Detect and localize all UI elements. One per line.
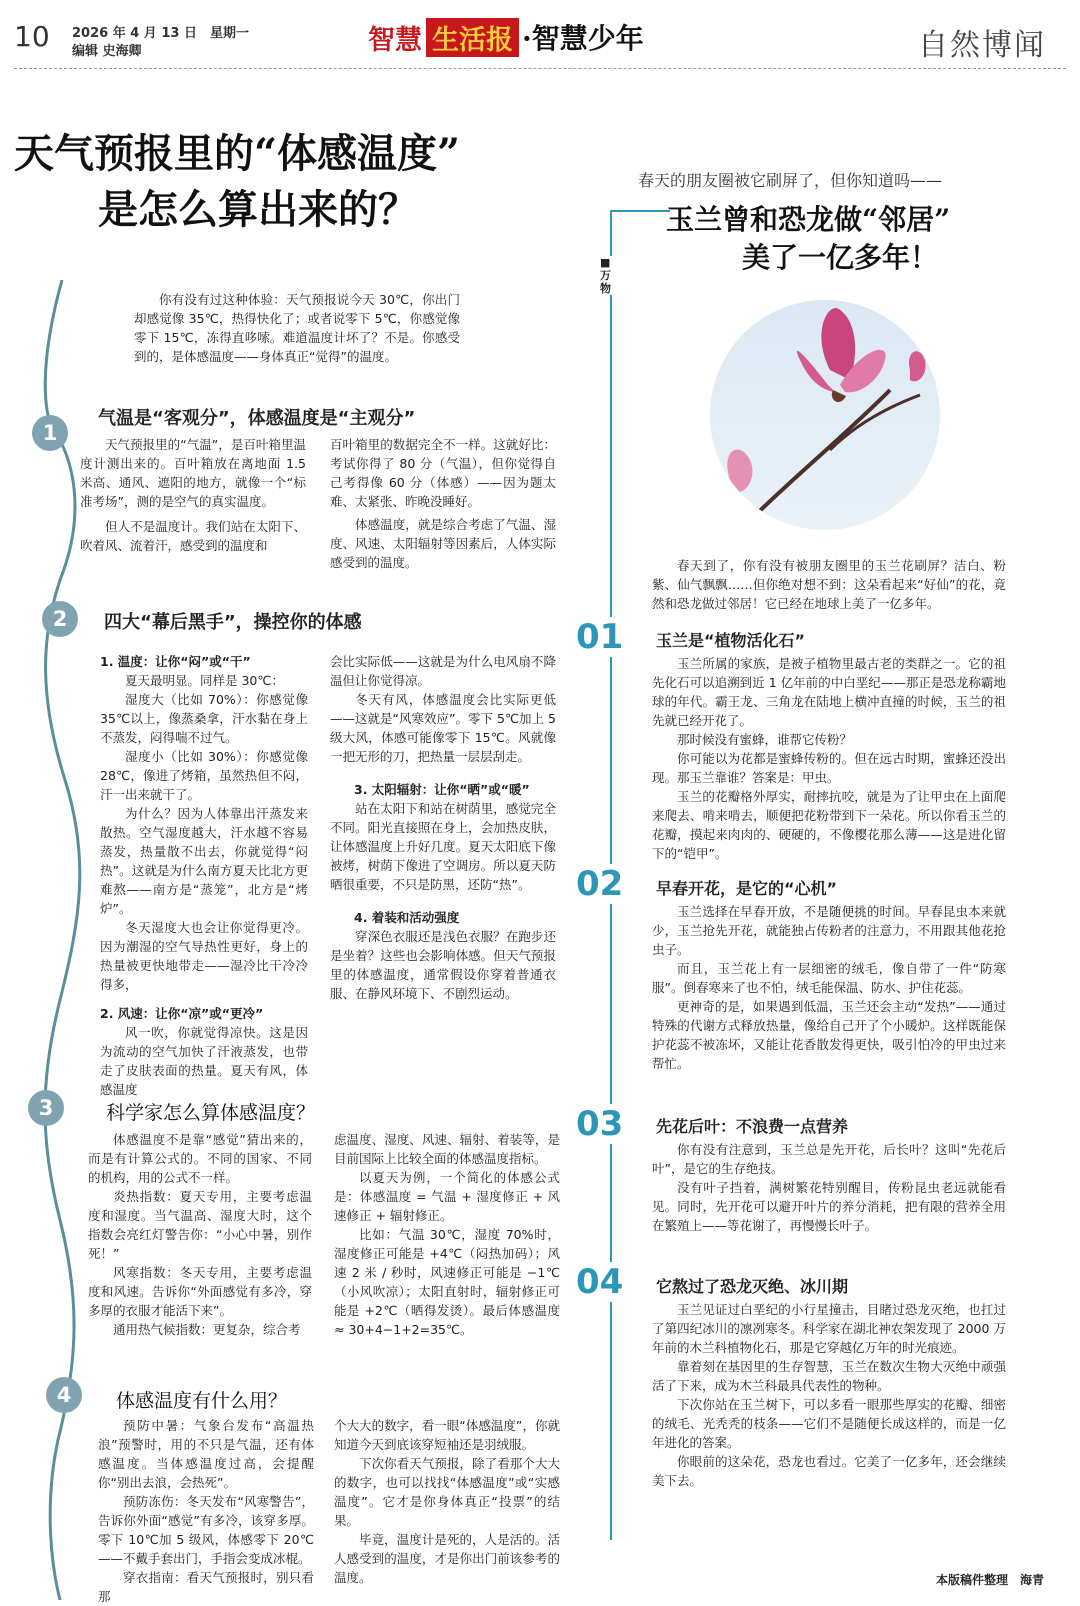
paragraph: 湿度小（比如 30%）：你感觉像 28℃，像进了烤箱，虽然热但不闷，汗一出来就干了。 bbox=[100, 749, 308, 802]
section-01-number: 01 bbox=[576, 617, 624, 657]
paragraph: 体感温度不是靠“感觉”猜出来的，而是有计算公式的。不同的国家、不同的机构，用的公式不一样。 bbox=[88, 1132, 312, 1185]
paragraph: 没有叶子挡着，满树繁花特别醒目，传粉昆虫老远就能看见。同时，先开花可以避开叶片的养分消耗，把有限的营养全用在繁殖上——等花谢了，再慢慢长叶子。 bbox=[652, 1180, 1006, 1233]
paragraph: 而且，玉兰花上有一层细密的绒毛，像自带了一件“防寒服”。倒春寒来了也不怕，绒毛能保温、防水、护住花蕊。 bbox=[652, 961, 1006, 995]
paragraph: 玉兰见证过白垩纪的小行星撞击，目睹过恐龙灭绝，也扛过了第四纪冰川的凛冽寒冬。科学家在湖北神农架发现了 2000 万年前的木兰科植物化石，那是它穿越亿万年的时光痕迹。 bbox=[652, 1302, 1006, 1355]
paragraph: 下次你看天气预报，除了看那个大大的数字，也可以找找“体感温度”或“实感温度”。它才是你身体真正“投票”的结果。 bbox=[334, 1456, 560, 1528]
section-01-body bbox=[652, 654, 1006, 863]
section-2-col2 bbox=[330, 652, 556, 1003]
brand-box: 生活报 bbox=[426, 18, 519, 57]
section-03-heading: 先花后叶：不浪费一点营养 bbox=[656, 1117, 849, 1136]
paragraph: 冬天湿度大也会让你觉得更冷。因为潮湿的空气导热性更好，身上的热量被更快地带走——湿冷比干冷冷得多， bbox=[100, 920, 308, 992]
page-credit: 本版稿件整理 海青 bbox=[936, 1573, 1045, 1587]
section-2-marker: 2 bbox=[42, 601, 78, 637]
section-1-marker: 1 bbox=[32, 415, 68, 451]
section-4-heading: 体感温度有什么用？ bbox=[116, 1390, 288, 1412]
paragraph: 以夏天为例，一个简化的体感公式是：体感温度 = 气温 + 湿度修正 + 风速修正 + 辐射修正。 bbox=[334, 1170, 560, 1223]
paragraph: 虑温度、湿度、风速、辐射、着装等，是目前国际上比较全面的体感温度指标。 bbox=[334, 1132, 560, 1166]
issue-date: 2026 年 4 月 13 日 星期一 bbox=[72, 26, 249, 41]
section-1-col2 bbox=[330, 435, 556, 572]
header-rule bbox=[14, 68, 1066, 69]
paragraph: 你可能以为花都是蜜蜂传粉的。但在远古时期，蜜蜂还没出现。那玉兰靠谁？答案是：甲虫。 bbox=[652, 751, 1006, 785]
right-title-line2: 美了一亿多年！ bbox=[742, 241, 939, 274]
section-4-col1 bbox=[98, 1416, 314, 1606]
section-03-number: 03 bbox=[576, 1104, 624, 1144]
magnolia-photo bbox=[710, 300, 940, 530]
section-04-body bbox=[652, 1300, 1006, 1490]
section-3-col1 bbox=[88, 1130, 312, 1339]
paragraph: 湿度大（比如 70%）：你感觉像 35℃以上，像蒸桑拿，汗水黏在身上不蒸发，闷得喘不过气。 bbox=[100, 692, 308, 745]
paragraph: 冬天有风，体感温度会比实际更低——这就是“风寒效应”。零下 5℃加上 5 级大风，体感可能像零下 15℃。风就像一把无形的刀，把热量一层层刮走。 bbox=[330, 692, 556, 764]
section-3-col2 bbox=[334, 1130, 560, 1339]
paragraph: 通用热气候指数：更复杂，综合考 bbox=[113, 1322, 301, 1337]
left-title-line1: 天气预报里的“体感温度” bbox=[14, 130, 461, 177]
paragraph: 预防冻伤：冬天发布“风寒警告”，告诉你外面“感觉”有多冷，该穿多厚。零下 10℃加 5 级风，体感零下 20℃——不戴手套出门，手指会变成冰棍。 bbox=[98, 1494, 314, 1566]
section-4-marker: 4 bbox=[46, 1377, 82, 1413]
section-3-heading: 科学家怎么算体感温度？ bbox=[106, 1102, 316, 1124]
paragraph: 那时候没有蜜蜂，谁帮它传粉？ bbox=[677, 732, 853, 747]
magnolia-icon bbox=[710, 300, 940, 530]
paragraph: 玉兰所属的家族，是被子植物里最古老的类群之一。它的祖先化石可以追溯到近 1 亿年前的中白垩纪——那正是恐龙称霸地球的年代。霸王龙、三角龙在陆地上横冲直撞的时候，玉兰的祖先就已经开花了。 bbox=[652, 656, 1006, 728]
subheading: 2. 风速：让你“凉”或“更冷” bbox=[100, 1006, 264, 1021]
editor: 编辑 史海卿 bbox=[72, 44, 142, 59]
left-title-line2: 是怎么算出来的？ bbox=[98, 186, 418, 233]
right-rule-top bbox=[610, 210, 670, 212]
paragraph: 站在太阳下和站在树荫里，感觉完全不同。阳光直接照在身上，会加热皮肤，让体感温度上升好几度。夏天太阳底下像被烤，树荫下像进了空调房。所以夏天防晒很重要，不只是防黑，还防“热”。 bbox=[330, 801, 556, 892]
left-intro: 你有没有过这种体验：天气预报说今天 30℃，你出门却感觉像 35℃，热得快化了；或者说零下 5℃，你感觉像零下 15℃，冻得直哆嗦。难道温度计坏了？不是。你感受到的，是体感温度——身体真正“觉得”的温度。 bbox=[134, 292, 460, 364]
section-2-heading: 四大“幕后黑手”，操控你的体感 bbox=[104, 612, 362, 633]
paragraph: 靠着刻在基因里的生存智慧，玉兰在数次生物大灭绝中顽强活了下来，成为木兰科最具代表性的物种。 bbox=[652, 1359, 1006, 1393]
section-03-body bbox=[652, 1140, 1006, 1235]
paragraph: 你有没有注意到，玉兰总是先开花，后长叶？这叫“先花后叶”，是它的生存绝技。 bbox=[652, 1142, 1006, 1176]
paragraph: 毕竟，温度计是死的，人是活的。活人感受到的温度，才是你出门前该参考的温度。 bbox=[334, 1532, 560, 1585]
paragraph: 下次你站在玉兰树下，可以多看一眼那些厚实的花瓣、细密的绒毛、光秃秃的枝条——它们不是随便长成这样的，而是一亿年进化的答案。 bbox=[652, 1397, 1006, 1450]
column-tag: ■万物 bbox=[600, 256, 614, 295]
brand-right: ·智慧少年 bbox=[522, 22, 644, 55]
paragraph: 你眼前的这朵花，恐龙也看过。它美了一亿多年，还会继续美下去。 bbox=[652, 1454, 1006, 1488]
section-2-col1 bbox=[100, 652, 308, 1099]
paragraph: 玉兰的花瓣格外厚实，耐摔抗咬，就是为了让甲虫在上面爬来爬去、啃来啃去，顺便把花粉带到下一朵花。所以你看玉兰的花瓣，摸起来肉肉的、硬硬的，不像樱花那么薄——这是进化留下的“铠甲”。 bbox=[652, 789, 1006, 861]
page-number: 10 bbox=[14, 20, 50, 53]
paragraph: 为什么？因为人体靠出汗蒸发来散热。空气湿度越大，汗水越不容易蒸发，热量散不出去，你就觉得“闷热”。这就是为什么南方夏天比北方更难熬——南方是“蒸笼”，北方是“烤炉”。 bbox=[100, 806, 308, 916]
paragraph: 百叶箱里的数据完全不一样。这就好比：考试你得了 80 分（气温），但你觉得自己考得像 60 分（体感）——因为题太难、太紧张、昨晚没睡好。 bbox=[330, 437, 556, 509]
paragraph: 天气预报里的“气温”，是百叶箱里温度计测出来的。百叶箱放在离地面 1.5 米高、通风、遮阳的地方，就像一个“标准考场”，测的是空气的真实温度。 bbox=[80, 437, 306, 509]
brand-left: 智慧 bbox=[368, 24, 422, 56]
paragraph: 炎热指数：夏天专用，主要考虑温度和湿度。当气温高、湿度大时，这个指数会亮红灯警告你：“小心中暑，别作死！” bbox=[88, 1189, 312, 1261]
paragraph: 体感温度，就是综合考虑了气温、湿度、风速、太阳辐射等因素后，人体实际感受到的温度。 bbox=[330, 517, 556, 570]
paragraph: 夏天最明显。同样是 30℃： bbox=[125, 673, 284, 688]
paragraph: 穿衣指南：看天气预报时，别只看那 bbox=[98, 1570, 314, 1604]
section-3-marker: 3 bbox=[28, 1090, 64, 1126]
section-4-col2 bbox=[334, 1416, 560, 1587]
paragraph: 玉兰选择在早春开放，不是随便挑的时间。早春昆虫本来就少，玉兰抢先开花，就能独占传粉者的注意力，不用跟其他花抢虫子。 bbox=[652, 904, 1006, 957]
section-02-number: 02 bbox=[576, 864, 624, 904]
paragraph: 预防中暑：气象台发布“高温热浪”预警时，用的不只是气温，还有体感温度。当体感温度过高，会提醒你“别出去浪，会热死”。 bbox=[98, 1418, 314, 1490]
brand-logo bbox=[368, 18, 644, 56]
paragraph: 风寒指数：冬天专用，主要考虑温度和风速。告诉你“外面感觉有多冷，穿多厚的衣服才能活下来”。 bbox=[88, 1265, 312, 1318]
section-02-heading: 早春开花，是它的“心机” bbox=[656, 879, 838, 898]
paragraph: 比如：气温 30℃，湿度 70%时，湿度修正可能是 +4℃（闷热加码）；风速 2 米 / 秒时，风速修正可能是 −1℃（小风吹凉）；太阳直射时，辐射修正可能是 +2℃（晒得发烫）。最后体感温度 ≈ 30+4−1+2=35℃。 bbox=[334, 1227, 560, 1337]
section-1-heading: 气温是“客观分”，体感温度是“主观分” bbox=[98, 408, 416, 429]
section-1-col1 bbox=[80, 435, 306, 555]
section-name: 自然博闻 bbox=[918, 28, 1046, 63]
paragraph: 会比实际低——这就是为什么电风扇不降温但让你觉得凉。 bbox=[330, 654, 556, 688]
right-title-line1: 玉兰曾和恐龙做“邻居” bbox=[666, 203, 951, 236]
subheading: 1. 温度：让你“闷”或“干” bbox=[100, 654, 251, 669]
paragraph: 个大大的数字，看一眼“体感温度”，你就知道今天到底该穿短袖还是羽绒服。 bbox=[334, 1418, 560, 1452]
section-04-heading: 它熬过了恐龙灭绝、冰川期 bbox=[656, 1277, 849, 1296]
section-02-body bbox=[652, 902, 1006, 1073]
right-kicker: 春天的朋友圈被它刷屏了，但你知道吗—— bbox=[638, 171, 943, 190]
paragraph: 但人不是温度计。我们站在太阳下、吹着风、流着汗，感受到的温度和 bbox=[80, 519, 306, 553]
subheading: 4. 着装和活动强度 bbox=[354, 910, 460, 925]
subheading: 3. 太阳辐射：让你“晒”或“暖” bbox=[354, 782, 530, 797]
paragraph: 更神奇的是，如果遇到低温，玉兰还会主动“发热”——通过特殊的代谢方式释放热量，像给自己开了个小暖炉。这样既能保护花蕊不被冻坏，又能让花香散发得更快，吸引怕冷的甲虫过来帮忙。 bbox=[652, 999, 1006, 1071]
paragraph: 穿深色衣服还是浅色衣服？在跑步还是坐着？这些也会影响体感。但天气预报里的体感温度，通常假设你穿着普通衣服、在静风环境下、不剧烈运动。 bbox=[330, 929, 556, 1001]
section-04-number: 04 bbox=[576, 1262, 624, 1302]
right-intro: 春天到了，你有没有被朋友圈里的玉兰花刷屏？洁白、粉紫、仙气飘飘……但你绝对想不到：这朵看起来“好仙”的花，竟然和恐龙做过邻居！它已经在地球上美了一亿多年。 bbox=[652, 558, 1006, 611]
section-01-heading: 玉兰是“植物活化石” bbox=[656, 631, 806, 650]
paragraph: 风一吹，你就觉得凉快。这是因为流动的空气加快了汗液蒸发，也带走了皮肤表面的热量。夏天有风，体感温度 bbox=[100, 1025, 308, 1097]
